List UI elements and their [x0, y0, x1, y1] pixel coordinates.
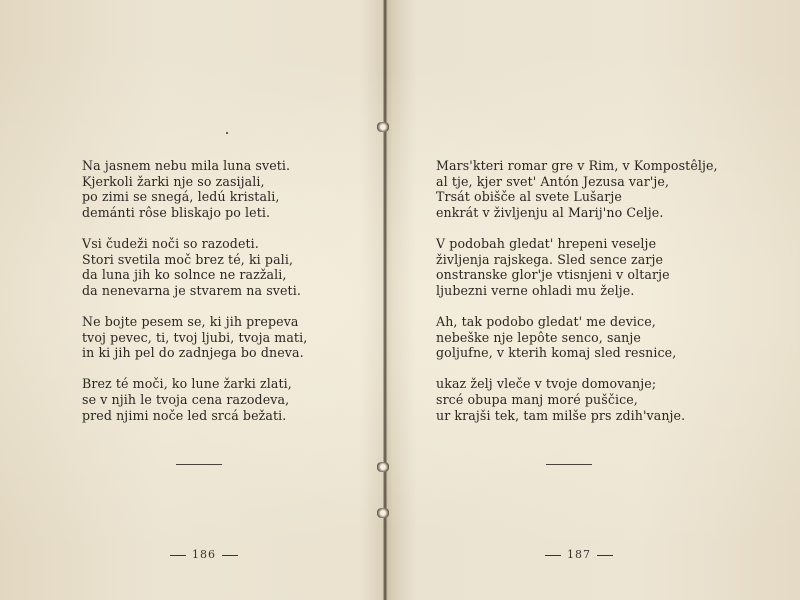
- stanza: [82, 314, 307, 361]
- verse-line: Ne bojte pesem se, ki jih prepeva: [82, 313, 299, 329]
- verse-line: Mars'kteri romar gre v Rim, v Kompostêlje,: [436, 158, 718, 173]
- left-page: [0, 0, 380, 600]
- verse-line: V podobah gledat' hrepeni veselje: [436, 235, 657, 251]
- section-divider: [546, 464, 592, 465]
- verse-line: da luna jih ko solnce ne razžali,: [82, 267, 287, 283]
- verse-line: demánti rôse bliskajo po leti.: [82, 204, 271, 220]
- verse-line: Kjerkoli žarki nje so zasijali,: [82, 173, 265, 189]
- verse-line: goljufne, v kterih komaj sled resnice,: [436, 345, 677, 361]
- ink-speck: [226, 132, 228, 134]
- right-page: [392, 0, 772, 600]
- stanza: [436, 314, 718, 361]
- verse-line: ljubezni verne ohladi mu želje.: [436, 282, 635, 298]
- page-number: [164, 548, 244, 561]
- stanza: [82, 158, 307, 220]
- verse-line: nebeške nje lepôte senco, sanje: [436, 329, 641, 345]
- stanza: [436, 376, 718, 423]
- verse-line: življenja rajskega. Sled sence zarje: [436, 251, 664, 267]
- dash: [170, 555, 186, 556]
- page-number: [539, 548, 619, 561]
- page-number-text: 187: [567, 548, 591, 561]
- dash: [597, 555, 613, 556]
- section-divider: [176, 464, 222, 465]
- verse-line: ukaz želj vleče v tvoje domovanje;: [436, 376, 657, 392]
- stanza: [436, 236, 718, 298]
- verse-line: tvoj pevec, ti, tvoj ljubi, tvoja mati,: [82, 329, 308, 345]
- verse-line: da nenevarna je stvarem na sveti.: [82, 282, 301, 298]
- page-number-text: 186: [192, 548, 216, 561]
- verse-line: ur krajši tek, tam milše prs zdih'vanje.: [436, 407, 686, 423]
- verse-line: se v njih le tvoja cena razodeva,: [82, 391, 290, 407]
- sonnet-right: [436, 158, 718, 439]
- stanza: [82, 236, 307, 298]
- verse-line: Trsát obišče al svete Lušarje: [436, 189, 622, 205]
- verse-line: Stori svetila moč brez té, ki pali,: [82, 251, 294, 267]
- verse-line: enkrát v življenju al Marij'no Celje.: [436, 204, 664, 220]
- dash: [545, 555, 561, 556]
- verse-line: al tje, kjer svet' Antón Jezusa var'je,: [436, 173, 670, 189]
- verse-line: Vsi čudeži noči so razodeti.: [82, 235, 259, 251]
- verse-line: Brez té moči, ko lune žarki zlati,: [82, 376, 292, 392]
- verse-line: Na jasnem nebu mila luna sveti.: [82, 158, 291, 173]
- verse-line: pred njimi noče led srcá bežati.: [82, 407, 287, 423]
- dash: [222, 555, 238, 556]
- stanza: [82, 376, 307, 423]
- verse-line: in ki jih pel do zadnjega bo dneva.: [82, 345, 304, 361]
- verse-line: Ah, tak podobo gledat' me device,: [436, 313, 656, 329]
- verse-line: onstranske glor'je vtisnjeni v oltarje: [436, 267, 670, 283]
- verse-line: po zimi se snegá, ledú kristali,: [82, 189, 280, 205]
- stanza: [436, 158, 718, 220]
- sonnet-left: [82, 158, 307, 439]
- verse-line: srcé obupa manj moré puščice,: [436, 391, 638, 407]
